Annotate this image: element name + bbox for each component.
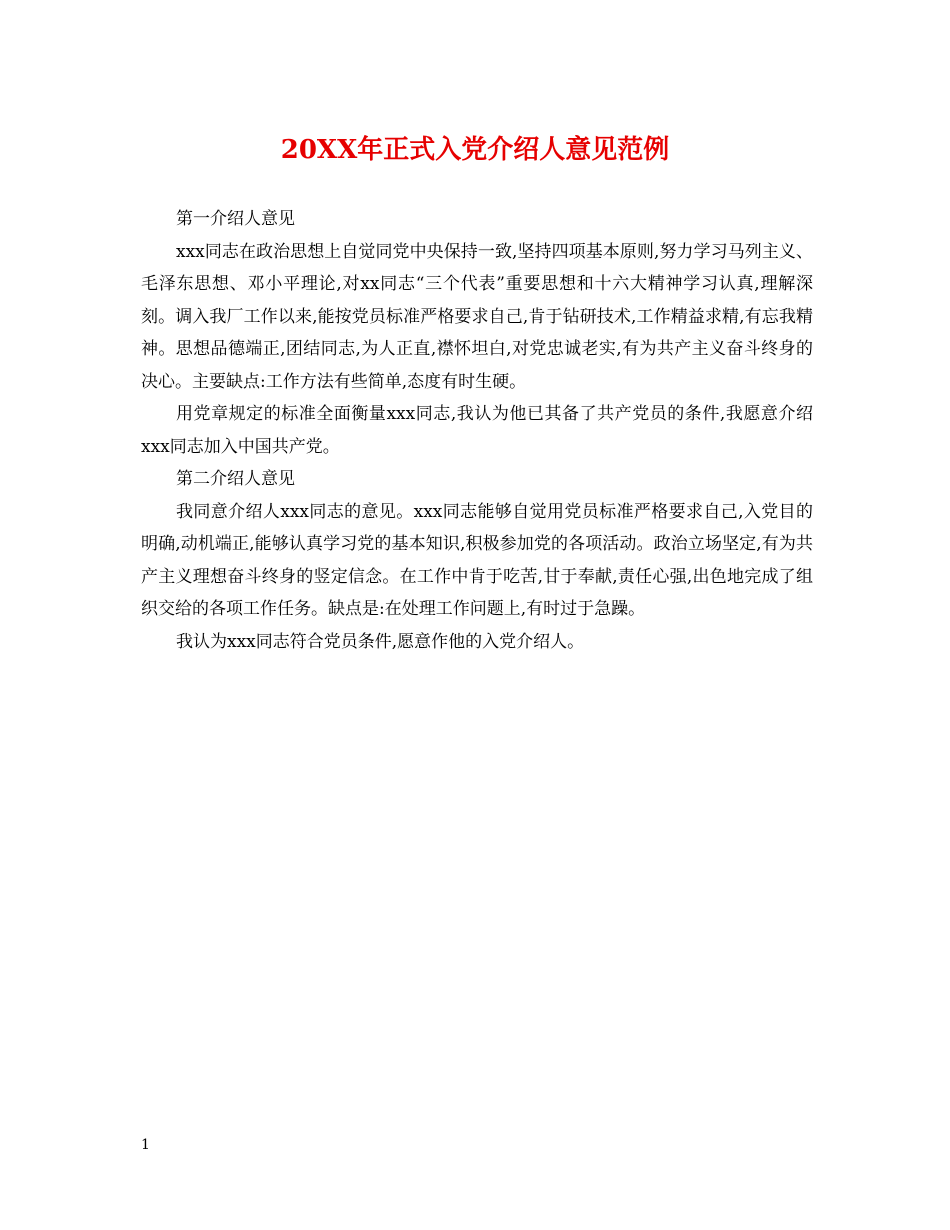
paragraph-first-sponsor-evaluation: xxx同志在政治思想上自觉同党中央保持一致,坚持四项基本原则,努力学习马列主义、毛泽东思想、邓小平理论,对xx同志“三个代表”重要思想和十六大精神学习认真,理解深刻。调入我厂工作以来,能按党员标准严格要求自己,肯于钻研技术,工作精益求精,有忘我精神。思想品德端正,团结同志,为人正直,襟怀坦白,对党忠诚老实,有为共产主义奋斗终身的决心。主要缺点:工作方法有些简单,态度有时生硬。 xyxy=(141,241,813,392)
document-body xyxy=(141,203,813,658)
section-heading-second-sponsor: 第二介绍人意见 xyxy=(176,469,295,489)
section-heading-first-sponsor: 第一介绍人意见 xyxy=(176,209,295,229)
paragraph-second-sponsor-conclusion: 我认为xxx同志符合党员条件,愿意作他的入党介绍人。 xyxy=(176,631,585,652)
document-title: 20XX年正式入党介绍人意见范例 xyxy=(280,135,670,165)
page-number: 1 xyxy=(141,1137,150,1153)
paragraph-second-sponsor-evaluation: 我同意介绍人xxx同志的意见。xxx同志能够自觉用党员标准严格要求自己,入党目的明确,动机端正,能够认真学习党的基本知识,积极参加党的各项活动。政治立场坚定,有为共产主义理想奋斗终身的竖定信念。在工作中肯于吃苦,甘于奉献,责任心强,出色地完成了组织交给的各项工作任务。缺点是:在处理工作问题上,有时过于急躁。 xyxy=(141,501,813,619)
paragraph-first-sponsor-conclusion: 用党章规定的标准全面衡量xxx同志,我认为他已其备了共产党员的条件,我愿意介绍xxx同志加入中国共产党。 xyxy=(141,404,813,457)
